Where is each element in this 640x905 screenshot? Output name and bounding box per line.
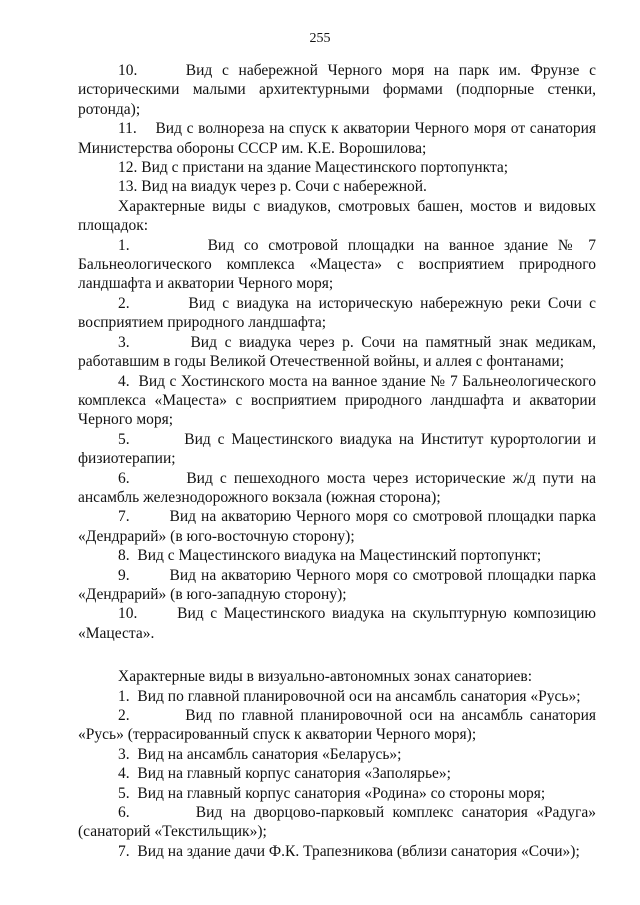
list-item: 7. Вид на акваторию Черного моря со смотровой площадки парка «Дендрарий» (в юго-восточную сторону); — [78, 508, 596, 545]
list-item: 6. Вид на дворцово-парковый комплекс санатория «Радуга» (санаторий «Текстильщик»); — [78, 804, 596, 841]
section-heading: Характерные виды с виадуков, смотровых башен, мостов и видовых площадок: — [78, 197, 596, 235]
list-item: 1. Вид со смотровой площадки на ванное здание № 7 Бальнеологического комплекса «Мацеста» с восприятием природного ландшафта и акватории Черного моря; — [78, 236, 596, 293]
list-item: 2. Вид по главной планировочной оси на ансамбль санатория «Русь» (террасированный спуск к акватории Черного моря); — [78, 707, 596, 744]
list-item: 1. Вид по главной планировочной оси на ансамбль санатория «Русь»; — [118, 687, 581, 705]
list-item: 7. Вид на здание дачи Ф.К. Трапезникова (вблизи санатория «Сочи»); — [118, 842, 580, 860]
list-item: 5. Вид на главный корпус санатория «Родина» со стороны моря; — [118, 784, 546, 802]
list-item: 4. Вид с Хостинского моста на ванное здание № 7 Бальнеологического комплекса «Мацеста» с восприятием природного ландшафта и акватории Черного моря; — [78, 372, 596, 429]
list-item: 9. Вид на акваторию Черного моря со смотровой площадки парка «Дендрарий» (в юго-западную сторону); — [78, 566, 596, 603]
list-item: 10. Вид с набережной Черного моря на парк им. Фрунзе с историческими малыми архитектурными формами (подпорные стенки, ротонда); — [78, 62, 596, 118]
list-item: 6. Вид с пешеходного моста через исторические ж/д пути на ансамбль железнодорожного вокзала (южная сторона); — [78, 469, 596, 506]
list-item: 11. Вид с волнореза на спуск к акватории Черного моря от санатория Министерства обороны СССР им. К.Е. Ворошилова; — [78, 120, 596, 157]
list-item: 4. Вид на главный корпус санатория «Заполярье»; — [118, 765, 451, 783]
list-item: 5. Вид с Мацестинского виадука на Институт курортологии и физиотерапии; — [78, 430, 596, 468]
section-heading: Характерные виды в визуально-автономных зонах санаториев: — [118, 668, 533, 686]
list-item: 3. Вид с виадука через р. Сочи на памятный знак медикам, работавшим в годы Великой Отечественной войны, и аллея с фонтанами; — [78, 333, 596, 371]
list-item: 13. Вид на виадук через р. Сочи с набережной. — [118, 178, 427, 196]
section-spacer — [78, 643, 596, 667]
list-item: 3. Вид на ансамбль санатория «Беларусь»; — [118, 745, 402, 763]
list-item: 10. Вид с Мацестинского виадука на скульптурную композицию «Мацеста». — [78, 605, 596, 642]
document-body — [78, 61, 596, 861]
page-number: 255 — [309, 31, 331, 46]
list-item: 12. Вид с пристани на здание Мацестинского портопункта; — [118, 159, 509, 177]
list-item: 8. Вид с Мацестинского виадука на Мацестинский портопункт; — [118, 547, 542, 565]
list-item: 2. Вид с виадука на историческую набережную реки Сочи с восприятием природного ландшафта; — [78, 294, 596, 332]
